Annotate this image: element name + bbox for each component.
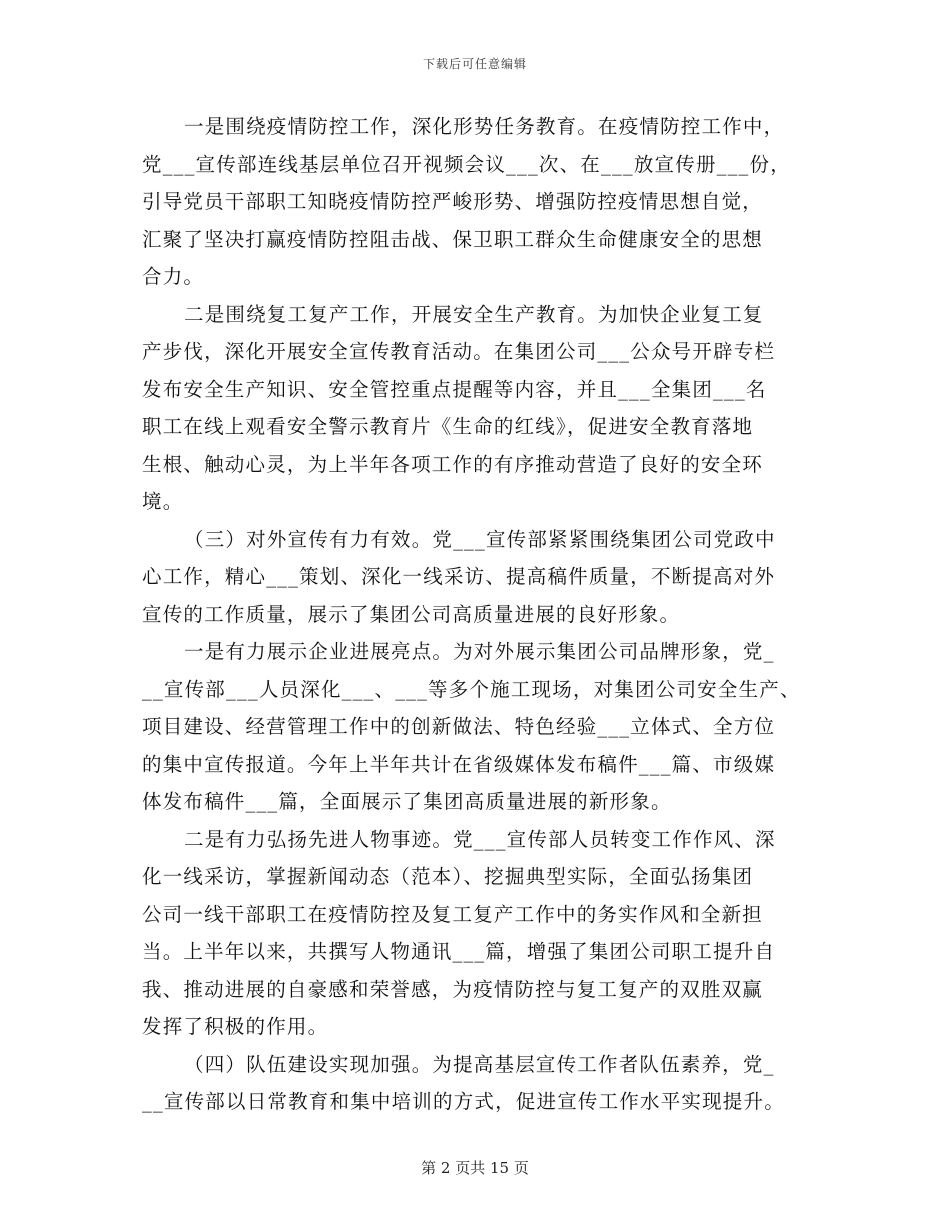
text-line: 引导党员干部职工知晓疫情防控严峻形势、增强防控疫情思想自觉， xyxy=(142,190,764,213)
text-line: 一是有力展示企业进展亮点。为对外展示集团公司品牌形象，党_ xyxy=(184,640,775,663)
text-line: 生根、触动心灵，为上半年各项工作的有序推动营造了良好的安全环 xyxy=(142,452,764,476)
text-line: 心工作，精心___策划、深化一线采访、提高稿件质量，不断提高对外 xyxy=(142,565,776,588)
text-line: 产步伐，深化开展安全宣传教育活动。在集团公司___公众号开辟专栏 xyxy=(142,340,776,363)
text-line: 发挥了积极的作用。 xyxy=(142,1015,329,1038)
text-line: 合力。 xyxy=(142,265,205,288)
text-line: 境。 xyxy=(142,490,184,513)
text-line: 发布安全生产知识、安全管控重点提醒等内容，并且___全集团___名 xyxy=(142,377,767,401)
document-body xyxy=(142,108,814,1121)
text-line: （四）队伍建设实现加强。为提高基层宣传工作者队伍素养，党_ xyxy=(184,1052,775,1076)
page-number-footer: 第 2 页共 15 页 xyxy=(421,1159,529,1177)
text-line: （三）对外宣传有力有效。党___宣传部紧紧围绕集团公司党政中 xyxy=(184,527,776,551)
text-line: 职工在线上观看安全警示教育片《生命的红线》，促进安全教育落地 xyxy=(142,415,754,438)
text-line: 当。上半年以来，共撰写人物通讯___篇，增强了集团公司职工提升自 xyxy=(142,940,776,963)
text-line: 公司一线干部职工在疫情防控及复工复产工作中的务实作风和全新担 xyxy=(142,902,764,926)
page-header: 下载后可任意编辑 xyxy=(422,57,527,71)
text-line: 二是围绕复工复产工作，开展安全生产教育。为加快企业复工复 xyxy=(184,302,764,326)
text-line: 汇聚了坚决打赢疫情防控阻击战、保卫职工群众生命健康安全的思想 xyxy=(142,227,764,251)
text-line: 体发布稿件___篇，全面展示了集团高质量进展的新形象。 xyxy=(142,790,672,813)
text-line: __宣传部___人员深化___、___等多个施工现场，对集团公司安全生产、 xyxy=(142,677,801,701)
text-line: 宣传的工作质量，展示了集团公司高质量进展的良好形象。 xyxy=(142,602,681,626)
text-line: 一是围绕疫情防控工作，深化形势任务教育。在疫情防控工作中， xyxy=(184,115,785,138)
text-line: 项目建设、经营管理工作中的创新做法、特色经验___立体式、全方位 xyxy=(142,715,776,738)
text-line: 的集中宣传报道。今年上半年共计在省级媒体发布稿件___篇、市级媒 xyxy=(142,752,776,776)
text-line: 党___宣传部连线基层单位召开视频会议___次、在___放宣传册___份， xyxy=(142,152,791,176)
text-line: 二是有力弘扬先进人物事迹。党___宣传部人员转变工作作风、深 xyxy=(184,827,776,851)
text-line: 化一线采访，掌握新闻动态（范本）、挖掘典型实际，全面弘扬集团 xyxy=(142,865,754,888)
text-line: __宣传部以日常教育和集中培训的方式，促进宣传工作水平实现提升。 xyxy=(142,1090,785,1113)
text-line: 我、推动进展的自豪感和荣誉感，为疫情防控与复工复产的双胜双赢 xyxy=(142,977,764,1001)
